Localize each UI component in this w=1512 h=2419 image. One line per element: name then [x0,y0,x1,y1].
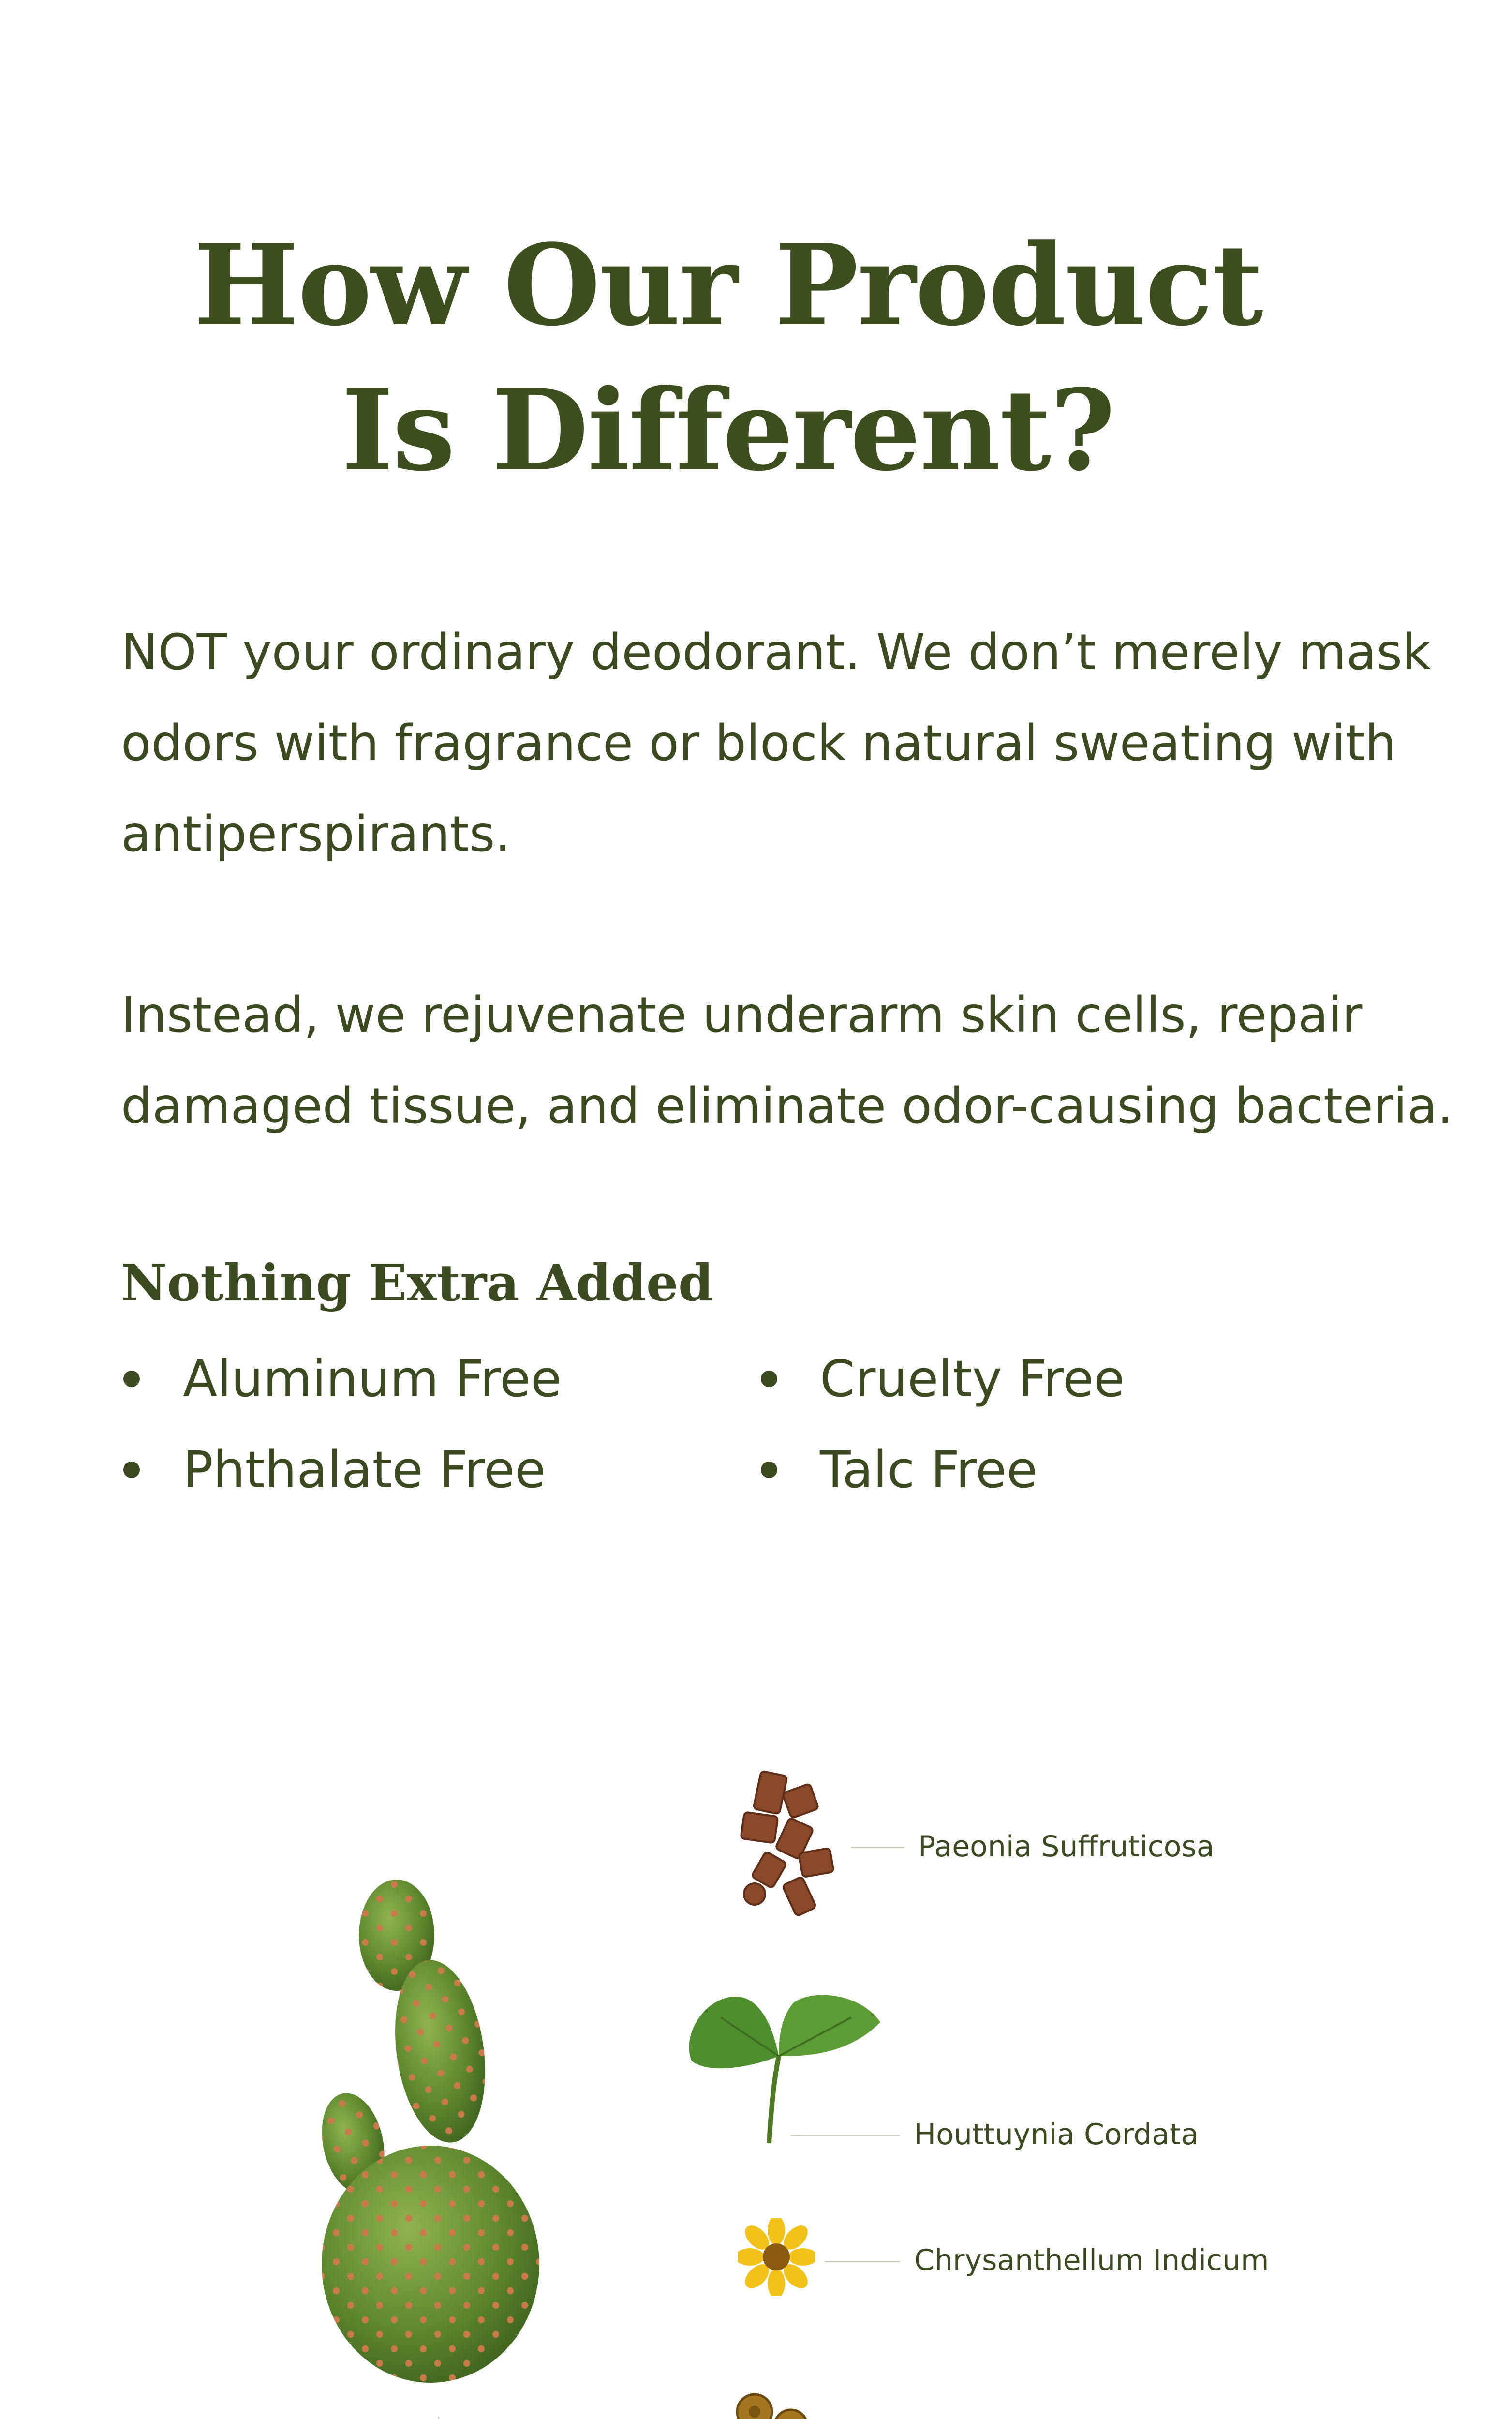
root-pieces-icon [728,1768,849,1918]
intro-paragraph-1: NOT your ordinary deodorant. We don’t merely mask odors with fragrance or block natural sweating with antiperspirants. [121,624,1431,863]
bullet-icon [761,1371,777,1387]
leader-line [438,2417,439,2419]
root-slices-icon [709,2392,817,2419]
leader-line [851,1847,904,1848]
leader-line [825,2261,900,2262]
yellow-flower-icon [738,2218,815,2296]
feature-item-aluminum-free: Aluminum Free [183,1349,562,1408]
title-line-1: How Our Product [193,220,1262,351]
leaf-sprout-icon [682,1984,890,2148]
features-title: Nothing Extra Added [121,1253,713,1313]
leader-line [791,2135,900,2136]
feature-item-talc-free: Talc Free [820,1440,1038,1499]
intro-paragraph-2: Instead, we rejuvenate underarm skin cells, repair damaged tissue, and eliminate odor-causing bacteria. [121,986,1453,1135]
bullet-icon [123,1462,140,1478]
bullet-icon [123,1371,140,1387]
ingredient-label-houttuynia: Houttuynia Cordata [914,2118,1199,2151]
feature-item-phthalate-free: Phthalate Free [183,1440,546,1499]
cactus-icon [300,1877,571,2419]
ingredient-label-paeonia: Paeonia Suffruticosa [918,1830,1215,1864]
title-line-2: Is Different? [341,365,1114,496]
ingredient-label-chrysanthellum: Chrysanthellum Indicum [914,2243,1269,2277]
page-title [0,213,1456,503]
bullet-icon [761,1462,777,1478]
feature-item-cruelty-free: Cruelty Free [820,1349,1125,1408]
